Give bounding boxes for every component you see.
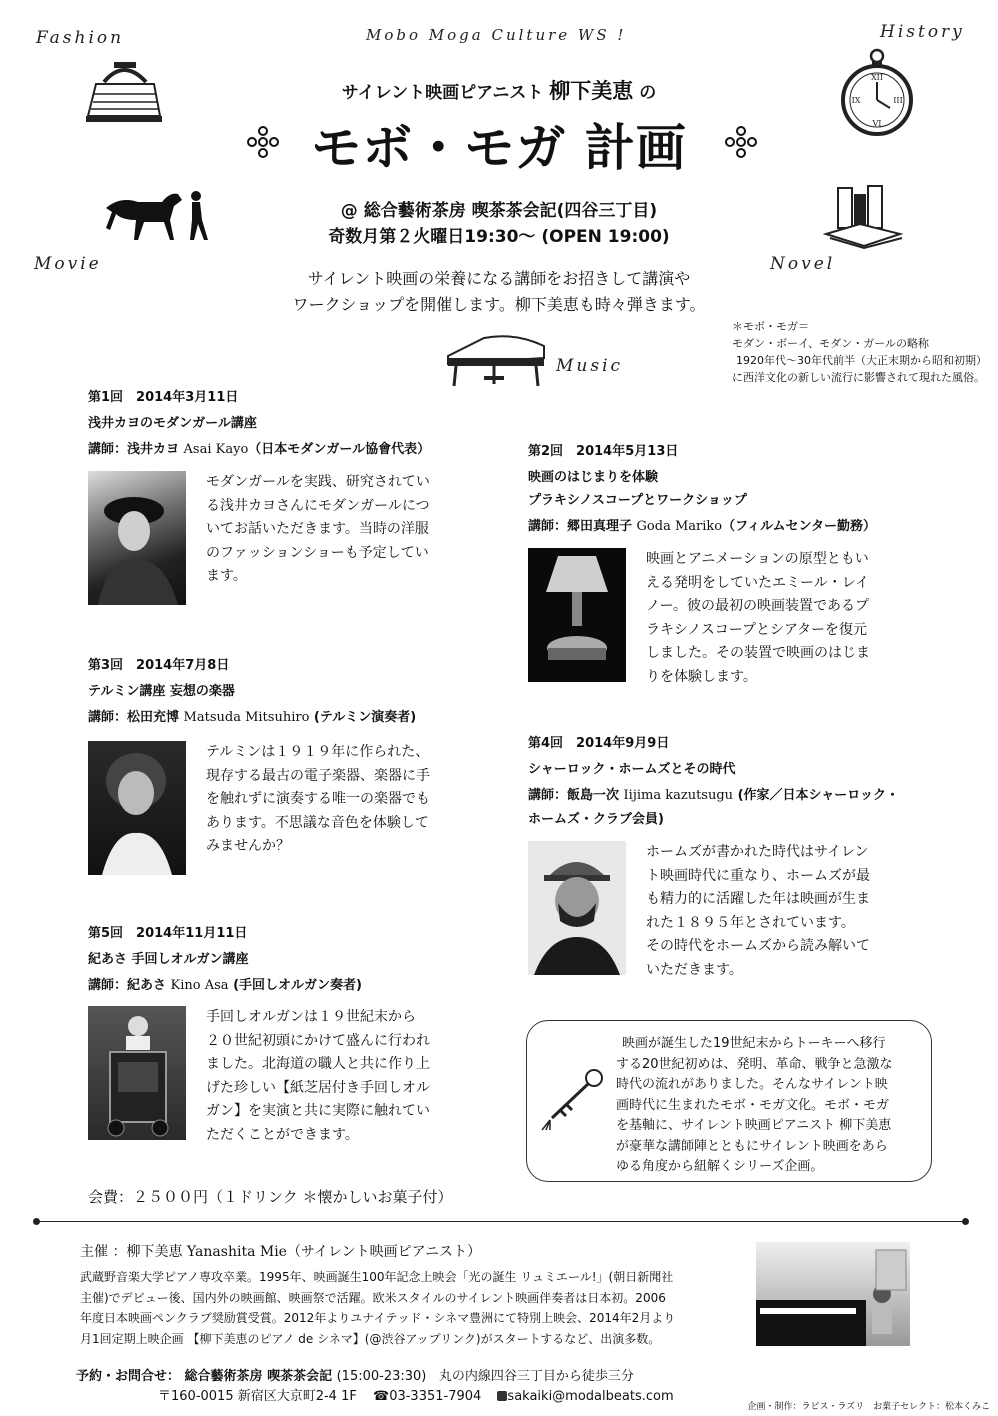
svg-text:III: III <box>893 96 903 105</box>
session-1-lecturer: 講師：浅井カヨ Asai Kayo（日本モダンガール協會代表） <box>88 442 431 457</box>
decor-movie: Movie <box>34 254 102 274</box>
lecturer-2-photo <box>528 548 626 682</box>
intro-line-1: サイレント映画の栄養になる講師をお招きして講演や <box>307 269 691 288</box>
page-title: モボ・モガ 計画 <box>311 119 687 177</box>
email-icon <box>497 1391 507 1401</box>
session-2-title-2: プラキシノスコープとワークショップ <box>528 493 747 508</box>
session-4-lecturer-org: ホームズ・クラブ会員) <box>528 812 664 827</box>
phone-icon: ☎ <box>372 1389 390 1404</box>
session-2-title-1: 映画のはじまりを体験 <box>528 470 659 485</box>
organizer-heading: 主催 ：柳下美恵 Yanashita Mie（サイレント映画ピアニスト） <box>80 1244 481 1260</box>
email[interactable]: sakaiki@modalbeats.com <box>507 1389 674 1404</box>
lecturer-1-photo <box>88 471 186 605</box>
ornament-left-icon <box>246 125 280 159</box>
schedule: 奇数月第２火曜日19:30〜 (OPEN 19:00) <box>328 227 670 247</box>
address: 〒160-0015 新宿区大京町2-4 1F <box>158 1389 357 1404</box>
svg-text:IX: IX <box>851 96 861 105</box>
key-illustration <box>538 1066 608 1132</box>
session-2-date: 第2回 2014年5月13日 <box>528 444 679 459</box>
session-1-title: 浅井カヨのモダンガール講座 <box>88 416 257 431</box>
decor-novel: Novel <box>770 254 836 274</box>
contact-line-2 <box>158 1385 674 1404</box>
session-3-date: 第3回 2014年7月8日 <box>88 658 230 673</box>
decor-fashion: Fashion <box>36 28 125 48</box>
organizer-photo <box>756 1242 910 1346</box>
session-4-date: 第4回 2014年9月9日 <box>528 736 670 751</box>
session-3-description: テルミンは１９１９年に作られた、 現存する最古の電子楽器、楽器に手 を触れずに演奏する唯一の楽器でも あります。不思議な音色を体験して みませんか？ <box>206 744 430 854</box>
session-5-title: 紀あさ 手回しオルガン講座 <box>88 952 249 967</box>
session-4-title: シャーロック・ホームズとその時代 <box>528 762 736 777</box>
session-1-description: モダンガールを実践、研究されてい る浅井カヨさんにモダンガールにつ いてお話いただきます。当時の洋服 のファッションショーも予定してい ます。 <box>206 474 430 584</box>
divider-dot-right <box>962 1218 969 1225</box>
session-4-lecturer: 講師：飯島一次 Iijima kazutsugu (作家／日本シャーロック・ <box>528 788 900 803</box>
decor-history: History <box>880 22 965 42</box>
session-1-date: 第1回 2014年3月11日 <box>88 390 239 405</box>
lecturer-3-photo <box>88 741 186 875</box>
contact-line-1: 予約・お問合せ： 総合藝術茶房 喫茶茶会記 (15:00-23:30) 丸の内線四谷三丁目から徒歩三分 <box>76 1369 634 1384</box>
header-subtitle: サイレント映画ピアニスト 柳下美恵 の <box>341 79 657 103</box>
fee: 会費：２５００円（１ドリンク ＊懐かしいお菓子付） <box>88 1188 453 1206</box>
session-5-lecturer: 講師：紀あさ Kino Asa (手回しオルガン奏者) <box>88 978 362 993</box>
intro-line-2: ワークショップを開催します。柳下美恵も時々弾きます。 <box>292 295 706 314</box>
session-2-lecturer: 講師：郷田真理子 Goda Mariko（フィルムセンター勤務） <box>528 519 877 534</box>
session-3-lecturer: 講師：松田充博 Matsuda Mitsuhiro (テルミン演奏者) <box>88 710 417 725</box>
piano-illustration <box>444 334 550 388</box>
divider <box>36 1221 966 1222</box>
phone[interactable]: 03-3351-7904 <box>389 1389 482 1404</box>
credits: 企画・制作：ラピス・ラズリ お菓子セレクト：松本くみこ <box>747 1402 990 1412</box>
session-5-description: 手回しオルガンは１９世紀末から ２０世紀初頭にかけて盛んに行われ ました。北海道の職人と共に作り上 げた珍しい【紙芝居付き手回しオル ガン】を実演と共に実際に触れてい ただくことができます。 <box>206 1009 430 1143</box>
decor-music: Music <box>556 356 624 376</box>
ornament-right-icon <box>724 125 758 159</box>
lecturer-5-photo <box>88 1006 186 1140</box>
venue: @ 総合藝術茶房 喫茶茶会記(四谷三丁目) <box>340 201 658 221</box>
divider-dot-left <box>33 1218 40 1225</box>
concept-text: 映画が誕生した19世紀末からトーキーへ移行 する20世紀初めは、発明、革命、戦争と急激な 時代の流れがありました。そんなサイレント映 画時代に生まれたモボ・モガ文化。モボ・モガ を基軸に、サイレント映画ピアニスト 柳下美恵 が豪華な講師陣とともにサイレント映画をあら ゆる角度から紐解くシリーズ企画。 <box>616 1036 893 1174</box>
session-5-date: 第5回 2014年11月11日 <box>88 926 248 941</box>
session-4-description: ホームズが書かれた時代はサイレン ト映画時代に重なり、ホームズが最 も精力的に活躍した年は映画が生ま れた１８９５年とされています。 その時代をホームズから読み解いて いただきます。 <box>646 844 870 978</box>
session-2-description: 映画とアニメーションの原型ともい える発明をしていたエミール・レイ ノー。彼の最初の映画装置であるプ ラキシノスコープとシアターを復元 しました。その装置で映画のはじま りを体験します。 <box>646 551 870 685</box>
lecturer-4-photo <box>528 841 626 975</box>
svg-text:VI: VI <box>872 119 882 128</box>
organizer-bio: 武蔵野音楽大学ピアノ専攻卒業。1995年、映画誕生100年記念上映会「光の誕生 リュミエール!」(朝日新聞社 主催)でデビュー後、国内外の映画館、映画祭で活躍。欧米スタイルのサイレント映画伴奏者は日本初。2006 年度日本映画ペンクラブ奨励賞受賞。2012年よりユナイテッド・シネマ豊洲にて特別上映会、2014年2月より 月1回定期上映企画 【柳下美恵のピアノ de シネマ】(@渋谷アップリンク)がスタートするなど、出演多数。 <box>80 1270 676 1346</box>
session-3-title: テルミン講座 妄想の楽器 <box>88 684 235 699</box>
svg-text:XII: XII <box>870 73 884 82</box>
decor-culture: Mobo Moga Culture WS ! <box>366 26 627 44</box>
definition-note: ＊モボ・モガ＝ モダン・ボーイ、モダン・ガールの略称 1920年代〜30年代前半（大正末期から昭和初期） に西洋文化の新しい流行に影響されて現れた風俗。 <box>732 320 987 384</box>
